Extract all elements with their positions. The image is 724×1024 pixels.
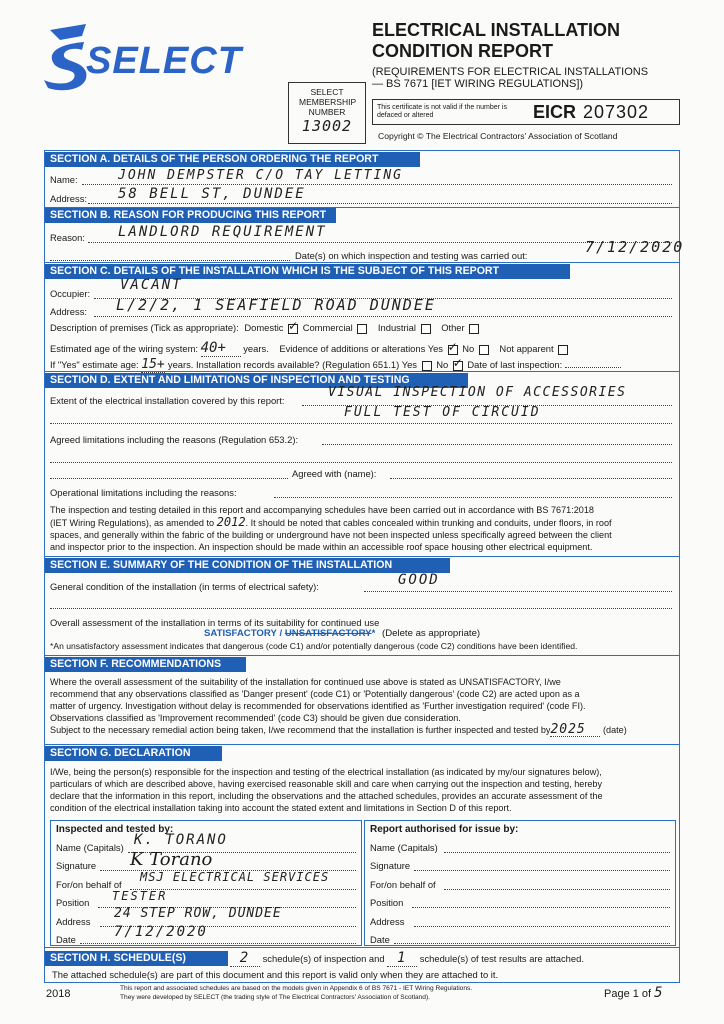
inspection-date-label: Date(s) on which inspection and testing was carried out:: [295, 250, 528, 261]
if-yes-label: If "Yes" estimate age:: [50, 359, 139, 370]
commercial-checkbox[interactable]: [357, 324, 367, 334]
inspected-by-heading: Inspected and tested by:: [56, 824, 174, 835]
industrial-checkbox[interactable]: [421, 324, 431, 334]
other-checkbox[interactable]: [469, 324, 479, 334]
unsatisfactory-footnote: *An unsatisfactory assessment indicates that dangerous (code C1) and/or potentially dangerous (code C2) conditions have been identified.: [50, 641, 578, 651]
records-label: years. Installation records available? (Regulation 651.1) Yes: [167, 359, 417, 370]
authorised-by-heading: Report authorised for issue by:: [370, 824, 519, 835]
section-f-title: SECTION F. RECOMMENDATIONS: [45, 657, 246, 672]
test-schedule-count[interactable]: 1: [387, 950, 417, 967]
wiring-age-unit: years.: [243, 343, 269, 354]
last-inspection-label: Date of last inspection:: [467, 359, 563, 370]
footer-year: 2018: [46, 988, 71, 1000]
position-label: Position: [56, 897, 90, 908]
evidence-no-checkbox[interactable]: [479, 345, 489, 355]
page-label: Page 1 of: [604, 988, 652, 1000]
evidence-not-apparent-checkbox[interactable]: [558, 345, 568, 355]
section-b-title: SECTION B. REASON FOR PRODUCING THIS REPORT: [45, 208, 336, 223]
inspector-name[interactable]: K. TORANO: [134, 832, 228, 848]
extent-line1[interactable]: VISUAL INSPECTION OF ACCESSORIES: [328, 385, 627, 400]
extent-line2[interactable]: FULL TEST OF CIRCUID: [344, 405, 541, 420]
auth-position-label: Position: [370, 897, 404, 908]
inspector-date[interactable]: 7/12/2020: [114, 924, 208, 940]
operational-label: Operational limitations including the reasons:: [50, 487, 237, 498]
general-condition-value[interactable]: GOOD: [398, 572, 440, 588]
evidence-not-apparent-label: Not apparent: [499, 343, 554, 354]
agreed-limitations-label: Agreed limitations including the reasons (Regulation 653.2):: [50, 434, 299, 445]
inspector-name-label: Name (Capitals): [56, 842, 124, 853]
inspector-address[interactable]: 24 STEP ROW, DUNDEE: [114, 906, 282, 921]
standards-paragraph: The inspection and testing detailed in this report and accompanying schedules have been carried out in accordance with BS 7671:2018 (IET Wiring Regulations), as amended to 2012. It should be noted that cables concealed within trunking and conduits, under floors, in roof spaces, and generally within the fabric of the building or underground have not been inspected unless specifically agreed between the client and inspector prior to the inspection. An inspection should be made within an accessible roof space housing other electrical equipment.: [50, 505, 612, 552]
membership-number: 13002: [301, 117, 353, 135]
installation-address[interactable]: L/2/2, 1 SEAFIELD ROAD DUNDEE: [116, 296, 436, 314]
section-g-title: SECTION G. DECLARATION: [45, 746, 222, 761]
inspection-date[interactable]: 7/12/2020: [585, 238, 685, 256]
eicr-prefix: EICR: [533, 102, 577, 122]
client-address-label: Address:: [50, 193, 87, 204]
report-title-line1: ELECTRICAL INSTALLATION: [372, 20, 620, 40]
address-label: Address: [56, 916, 91, 927]
footer-note2: They were developed by SELECT (the trading style of The Electrical Contractors' Association of Scotland).: [120, 994, 430, 1001]
report-subtitle2: — BS 7671 [IET WIRING REGULATIONS]): [372, 78, 584, 90]
client-address[interactable]: 58 BELL ST, DUNDEE: [118, 186, 306, 202]
agreed-with-label: Agreed with (name):: [292, 468, 377, 479]
section-a-title: SECTION A. DETAILS OF THE PERSON ORDERING THE REPORT: [45, 152, 420, 167]
satisfactory-option[interactable]: SATISFACTORY: [204, 628, 277, 639]
section-e-title: SECTION E. SUMMARY OF THE CONDITION OF THE INSTALLATION: [45, 558, 450, 573]
section-c-title: SECTION C. DETAILS OF THE INSTALLATION WHICH IS THE SUBJECT OF THIS REPORT: [45, 264, 570, 279]
eicr-box: [372, 99, 680, 125]
occupier-value[interactable]: VACANT: [120, 277, 183, 293]
footer-note1: This report and associated schedules are based on the models given in Appendix 6 of BS 7671 - IET Wiring Regulations.: [120, 985, 473, 992]
page-total[interactable]: 5: [654, 985, 663, 1001]
reason-value[interactable]: LANDLORD REQUIREMENT: [118, 224, 327, 240]
evidence-yes-checkbox[interactable]: ✓: [447, 339, 458, 354]
premises-label: Description of premises (Tick as appropriate):: [50, 322, 239, 333]
unsatisfactory-option[interactable]: UNSATISFACTORY: [284, 628, 372, 639]
schedule-note: The attached schedule(s) are part of this document and this report is valid only when they are attached to it.: [52, 969, 499, 980]
client-name[interactable]: JOHN DEMPSTER C/O TAY LETTING: [118, 168, 403, 183]
evidence-label: Evidence of additions or alterations Yes: [279, 343, 443, 354]
retest-date[interactable]: 2025: [550, 724, 600, 737]
occupier-label: Occupier:: [50, 288, 91, 299]
auth-name-label: Name (Capitals): [370, 842, 438, 853]
declaration-text: I/We, being the person(s) responsible for the inspection and testing of the electrical installation (as indicated by my/our signatures below), particulars of which are described above, having exercised reasonable skill and care when carrying out the inspection and testing, hereby declare that the information in this report, including the observations and the attached schedules, provides an accurate assessment of the condition of the electrical installation taking into account the stated extent and limitations in Section D of this report.: [50, 767, 603, 813]
premises-industrial-label: Industrial: [377, 322, 416, 333]
report-title-line2: CONDITION REPORT: [372, 41, 554, 61]
premises-other-label: Other: [441, 322, 465, 333]
schedule-text-b: schedule(s) of test results are attached.: [419, 953, 584, 964]
general-condition-label: General condition of the installation (in terms of electrical safety):: [50, 581, 319, 592]
inspection-schedule-count[interactable]: 2: [230, 950, 260, 967]
inspector-behalf[interactable]: MSJ ELECTRICAL SERVICES: [140, 870, 330, 884]
wiring-age-value[interactable]: 40+: [201, 340, 241, 357]
domestic-checkbox[interactable]: ✓: [288, 318, 299, 333]
section-h-title: SECTION H. SCHEDULE(S): [45, 951, 228, 966]
alterations-age[interactable]: 15+: [141, 357, 165, 372]
recommendations-text: Where the overall assessment of the suitability of the installation for continued use above is stated as UNSATISFACTORY, I/we recommend that any observations classified as 'Danger present' (code C1) or 'Potentially dangerous' (code C2) are acted upon as a matter of urgency. Investigation without delay is recommended for observations identified as 'Further investigation required' (code FI). Observations classified as 'Improvement recommended' (code C3) should be given due consideration. Subject to the necessary remedial action being taken, I/we recommend that the installation is further inspected and tested by2025 (date): [50, 677, 627, 737]
inspector-position[interactable]: TESTER: [112, 889, 168, 903]
schedule-text-a: schedule(s) of inspection and: [262, 953, 385, 964]
extent-label: Extent of the electrical installation covered by this report:: [50, 395, 285, 406]
delete-note: (Delete as appropriate): [382, 628, 481, 639]
section-d-title: SECTION D. EXTENT AND LIMITATIONS OF INSPECTION AND TESTING: [45, 373, 468, 388]
behalf-label: For/on behalf of: [56, 879, 122, 890]
membership-label: SELECT MEMBERSHIP NUMBER: [299, 87, 357, 117]
auth-date-label: Date: [370, 934, 390, 945]
records-no-checkbox[interactable]: ✓: [452, 355, 463, 370]
signature-label: Signature: [56, 860, 97, 871]
records-no-label: No: [436, 359, 449, 370]
eicr-number: 207302: [583, 102, 650, 122]
premises-domestic-label: Domestic: [244, 322, 284, 333]
wiring-age-label: Estimated age of the wiring system:: [50, 343, 198, 354]
amended-year[interactable]: 2012: [216, 515, 246, 529]
select-logo: [38, 22, 258, 92]
inspector-signature[interactable]: K Torano: [130, 849, 213, 870]
validity-note: This certificate is not valid if the number is defaced or altered: [377, 104, 507, 119]
copyright: Copyright © The Electrical Contractors' Association of Scotland: [378, 131, 618, 141]
report-subtitle1: (REQUIREMENTS FOR ELECTRICAL INSTALLATIONS: [372, 66, 649, 78]
logo-wordmark: SELECT: [86, 40, 242, 82]
membership-box: [288, 82, 366, 144]
overall-assessment-label: Overall assessment of the installation in terms of its suitability for continued use: [50, 617, 380, 628]
premises-commercial-label: Commercial: [302, 322, 353, 333]
auth-signature-label: Signature: [370, 860, 411, 871]
installation-address-label: Address:: [50, 306, 87, 317]
auth-behalf-label: For/on behalf of: [370, 879, 436, 890]
name-label: Name:: [50, 174, 78, 185]
reason-label: Reason:: [50, 232, 85, 243]
auth-address-label: Address: [370, 916, 405, 927]
records-yes-checkbox[interactable]: [422, 361, 432, 371]
date-label: Date: [56, 934, 76, 945]
evidence-no-label: No: [462, 343, 475, 354]
